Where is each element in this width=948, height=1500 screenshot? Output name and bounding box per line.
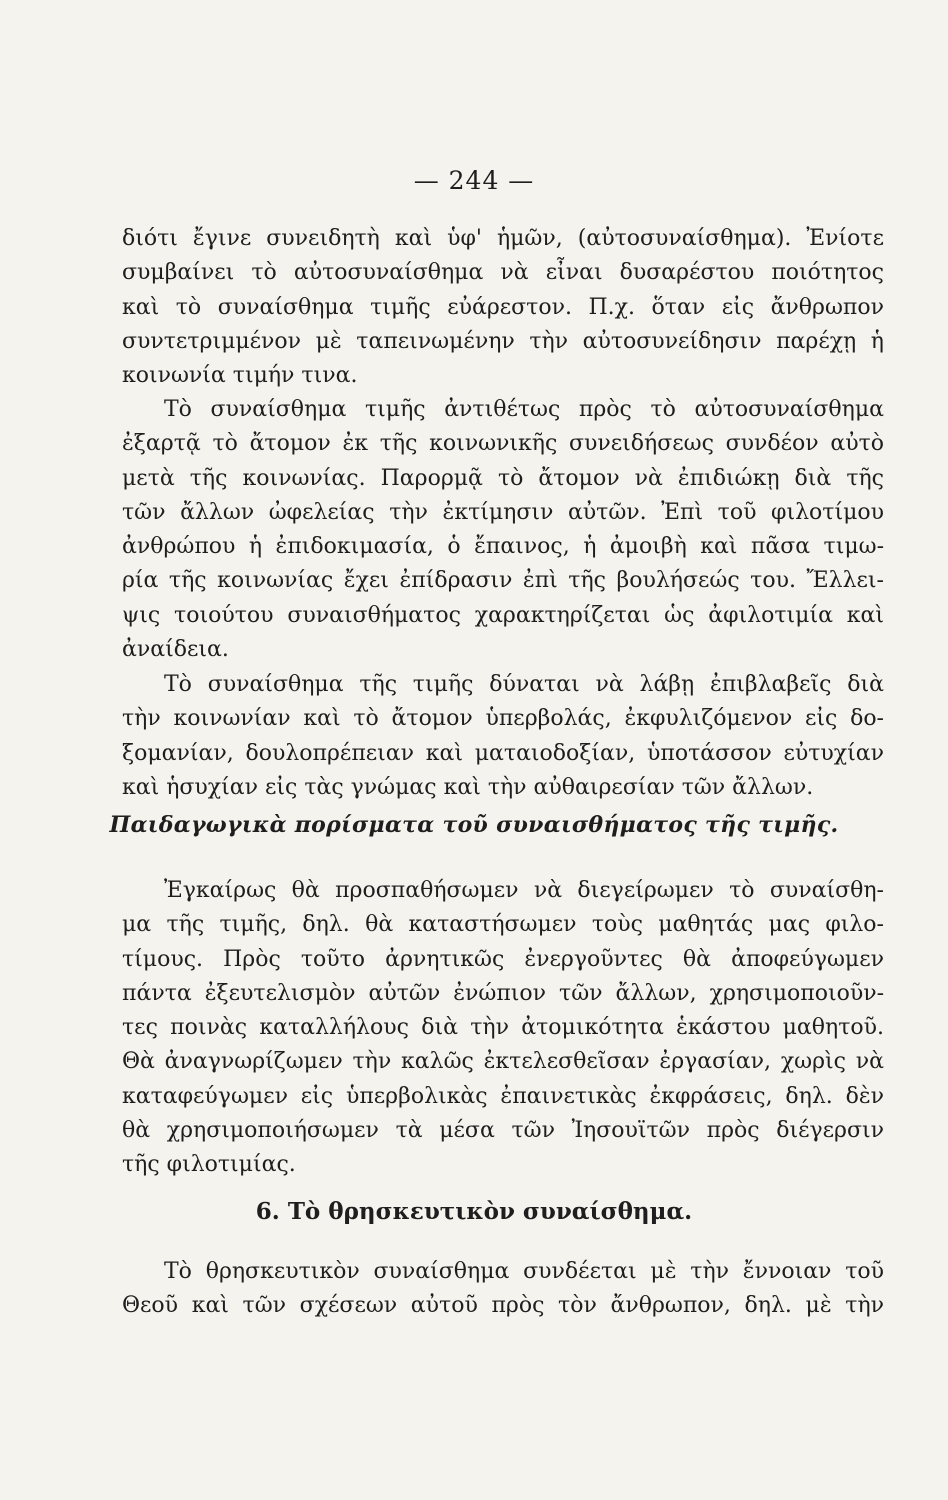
text-line: ρία τῆς κοινωνίας ἔχει ἐπίδρασιν ἐπὶ τῆς βουλήσεώς του. Ἔλλει- [122, 568, 884, 594]
text-line: μα τῆς τιμῆς, δηλ. θὰ καταστήσωμεν τοὺς μαθητάς μας φιλο- [122, 912, 884, 938]
text-line: καὶ ἡσυχίαν εἰς τὰς γνώμας καὶ τὴν αὐθαιρεσίαν τῶν ἄλλων. [122, 774, 814, 800]
text-line: τῆς φιλοτιμίας. [122, 1152, 296, 1178]
paragraph-2 [122, 393, 884, 667]
paragraph-1 [122, 222, 884, 393]
text-line: Θὰ ἀναγνωρίζωμεν τὴν καλῶς ἐκτελεσθεῖσαν ἐργασίαν, χωρὶς νὰ [122, 1049, 884, 1075]
text-line: διότι ἔγινε συνειδητὴ καὶ ὑφ' ἡμῶν, (αὐτοσυναίσθημα). Ἐνίοτε [122, 226, 884, 251]
text-line: τες ποινὰς καταλλήλους διὰ τὴν ἀτομικότητα ἑκάστου μαθητοῦ. [122, 1015, 884, 1041]
text-line: Τὸ θρησκευτικὸν συναίσθημα συνδέεται μὲ τὴν ἔννοιαν τοῦ [164, 1259, 884, 1284]
text-line: κοινωνία τιμήν τινα. [122, 363, 358, 389]
text-line: ξομανίαν, δουλοπρέπειαν καὶ ματαιοδοξίαν, ὑποτάσσον εὐτυχίαν [122, 740, 884, 766]
text-line: καταφεύγωμεν εἰς ὑπερβολικὰς ἐπαινετικὰς ἐκφράσεις, δηλ. δὲν [122, 1083, 884, 1109]
text-line: Τὸ συναίσθημα τῆς τιμῆς δύναται νὰ λάβῃ ἐπιβλαβεῖς διὰ [164, 672, 884, 697]
paragraph-5 [122, 1255, 884, 1324]
text-line: καὶ τὸ συναίσθημα τιμῆς εὐάρεστον. Π.χ. ὅταν εἰς ἄνθρωπον [122, 294, 884, 320]
section-heading-pedagogical: Παιδαγωγικὰ πορίσματα τοῦ συναισθήματος τῆς τιμῆς. [109, 812, 839, 838]
text-line: ἀναίδεια. [122, 637, 229, 663]
paragraph-4 [122, 874, 884, 1183]
text-line: ἐξαρτᾷ τὸ ἄτομον ἐκ τῆς κοινωνικῆς συνειδήσεως συνδέον αὐτὸ [122, 431, 884, 457]
paragraph-3 [122, 668, 884, 805]
text-line: μετὰ τῆς κοινωνίας. Παρορμᾷ τὸ ἄτομον νὰ ἐπιδιώκῃ διὰ τῆς [122, 465, 884, 491]
text-line: ἀνθρώπου ἡ ἐπιδοκιμασία, ὁ ἔπαινος, ἡ ἀμοιβὴ καὶ πᾶσα τιμω- [122, 534, 884, 560]
text-line: τῶν ἄλλων ὠφελείας τὴν ἐκτίμησιν αὐτῶν. Ἐπὶ τοῦ φιλοτίμου [122, 499, 884, 525]
text-line: τὴν κοινωνίαν καὶ τὸ ἄτομον ὑπερβολάς, ἐκφυλιζόμενον εἰς δο- [122, 706, 884, 732]
text-line: ψις τοιούτου συναισθήματος χαρακτηρίζεται ὡς ἀφιλοτιμία καὶ [122, 602, 884, 628]
text-line: θὰ χρησιμοποιήσωμεν τὰ μέσα τῶν Ἰησουϊτῶν πρὸς διέγερσιν [122, 1118, 884, 1144]
text-line: Θεοῦ καὶ τῶν σχέσεων αὐτοῦ πρὸς τὸν ἄνθρωπον, δηλ. μὲ τὴν [122, 1293, 884, 1319]
section-heading-religious: 6. Τὸ θρησκευτικὸν συναίσθημα. [255, 1198, 693, 1225]
text-line: συμβαίνει τὸ αὐτοσυναίσθημα νὰ εἶναι δυσαρέστου ποιότητος [122, 260, 884, 286]
text-line: τίμους. Πρὸς τοῦτο ἀρνητικῶς ἐνεργοῦντες θὰ ἀποφεύγωμεν [122, 946, 884, 972]
text-line: Ἐγκαίρως θὰ προσπαθήσωμεν νὰ διεγείρωμεν τὸ συναίσθη- [164, 878, 884, 903]
text-line: συντετριμμένον μὲ ταπεινωμένην τὴν αὐτοσυνείδησιν παρέχῃ ἡ [122, 328, 884, 354]
text-line: πάντα ἐξευτελισμὸν αὐτῶν ἐνώπιον τῶν ἄλλων, χρησιμοποιοῦν- [122, 980, 884, 1006]
page-number: — 244 — [413, 166, 535, 195]
text-line: Τὸ συναίσθημα τιμῆς ἀντιθέτως πρὸς τὸ αὐτοσυναίσθημα [164, 397, 884, 422]
